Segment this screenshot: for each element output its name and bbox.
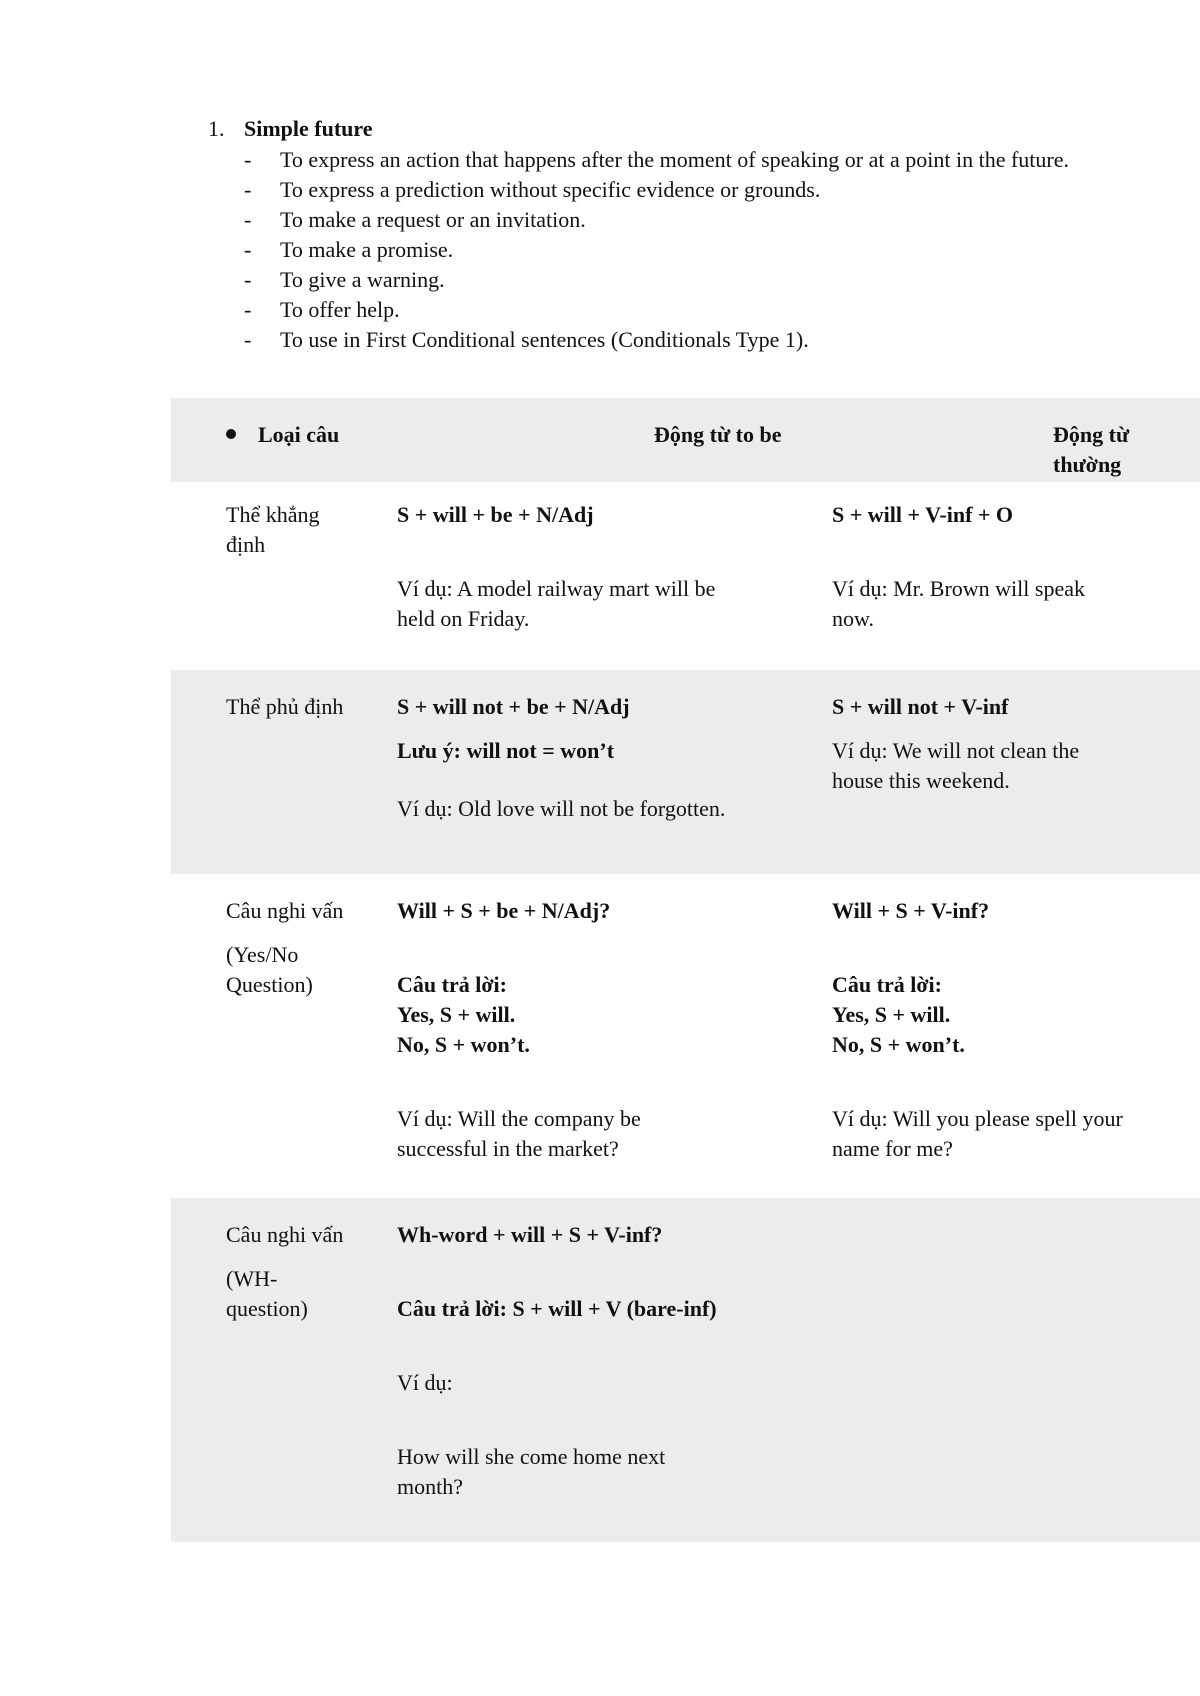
table-row-negative: [171, 670, 1200, 874]
dash-marker: -: [244, 207, 252, 232]
formula: S + will + V-inf + O: [832, 502, 1014, 527]
formula: Wh-word + will + S + V-inf?: [397, 1222, 663, 1247]
dash-marker: -: [244, 237, 252, 262]
header-ordinary: Động từ thường: [1053, 422, 1130, 477]
to-be-cell: [392, 896, 827, 1198]
row-label: Thể khẳng định: [226, 502, 320, 557]
example: Ví dụ: Old love will not be forgotten.: [397, 796, 726, 821]
answer: Câu trả lời: S + will + V (bare-inf): [397, 1296, 717, 1321]
row-sublabel: (Yes/No Question): [226, 942, 313, 997]
label-cell: [171, 500, 392, 670]
answer-label: Câu trả lời:: [397, 972, 507, 997]
wh-cell: [392, 1220, 827, 1542]
formula: S + will + be + N/Adj: [397, 502, 594, 527]
label-cell: [171, 1220, 392, 1542]
section-title: Simple future: [244, 116, 373, 141]
example: Ví dụ: Will the company be successful in the market?: [397, 1106, 641, 1161]
answer-yes: Yes, S + will.: [397, 1002, 516, 1027]
dash-marker: -: [244, 297, 252, 322]
ordinary-cell: [827, 896, 1200, 1198]
example: How will she come home next month?: [397, 1444, 666, 1499]
dash-marker: -: [244, 267, 252, 292]
answer-label: Câu trả lời:: [832, 972, 942, 997]
answer-yes: Yes, S + will.: [832, 1002, 951, 1027]
dash-marker: -: [244, 327, 252, 352]
row-label: Câu nghi vấn: [226, 1222, 344, 1247]
to-be-cell: [392, 692, 827, 874]
ordinary-cell: [827, 692, 1200, 874]
note: Lưu ý: will not = won’t: [397, 738, 615, 763]
example: Ví dụ: A model railway mart will be held on Friday.: [397, 576, 716, 631]
list-item: - To make a promise.: [244, 235, 1104, 265]
label-cell: [171, 692, 392, 874]
table-row-wh: [171, 1198, 1200, 1542]
list-item: - To express a prediction without specific evidence or grounds.: [244, 175, 1104, 205]
table-row-yes-no: [171, 874, 1200, 1198]
ordinary-cell: [827, 500, 1200, 670]
bullet-icon: [226, 429, 236, 439]
list-item: - To express an action that happens after the moment of speaking or at a point in the future.: [244, 145, 1104, 175]
list-item: - To offer help.: [244, 295, 1104, 325]
grammar-table: [171, 398, 1200, 1542]
formula: S + will not + be + N/Adj: [397, 694, 630, 719]
example: Ví dụ: Mr. Brown will speak now.: [832, 576, 1085, 631]
example-label: Ví dụ:: [397, 1370, 453, 1395]
section-heading: [208, 114, 373, 144]
header-to-be: Động từ to be: [654, 422, 782, 447]
empty-cell: [827, 1220, 1200, 1542]
row-sublabel: (WH-question): [226, 1266, 308, 1321]
example: Ví dụ: Will you please spell your name for me?: [832, 1106, 1123, 1161]
label-cell: [171, 896, 392, 1198]
answer-no: No, S + won’t.: [397, 1032, 530, 1057]
formula: Will + S + V-inf?: [832, 898, 990, 923]
list-item: - To give a warning.: [244, 265, 1104, 295]
list-item: - To make a request or an invitation.: [244, 205, 1104, 235]
row-label: Câu nghi vấn: [226, 898, 344, 923]
answer-no: No, S + won’t.: [832, 1032, 965, 1057]
dash-marker: -: [244, 147, 252, 172]
formula: S + will not + V-inf: [832, 694, 1009, 719]
formula: Will + S + be + N/Adj?: [397, 898, 611, 923]
header-type-cell: [171, 420, 392, 450]
header-type: Loại câu: [258, 422, 340, 447]
to-be-cell: [392, 500, 827, 670]
list-item: - To use in First Conditional sentences (Conditionals Type 1).: [244, 325, 1104, 355]
table-header-row: [171, 398, 1200, 482]
table-row-affirmative: [171, 482, 1200, 670]
row-label: Thể phủ định: [226, 694, 344, 719]
example: Ví dụ: We will not clean the house this weekend.: [832, 738, 1080, 793]
usage-list: [244, 145, 1104, 355]
dash-marker: -: [244, 177, 252, 202]
section-number: 1.: [208, 116, 225, 141]
